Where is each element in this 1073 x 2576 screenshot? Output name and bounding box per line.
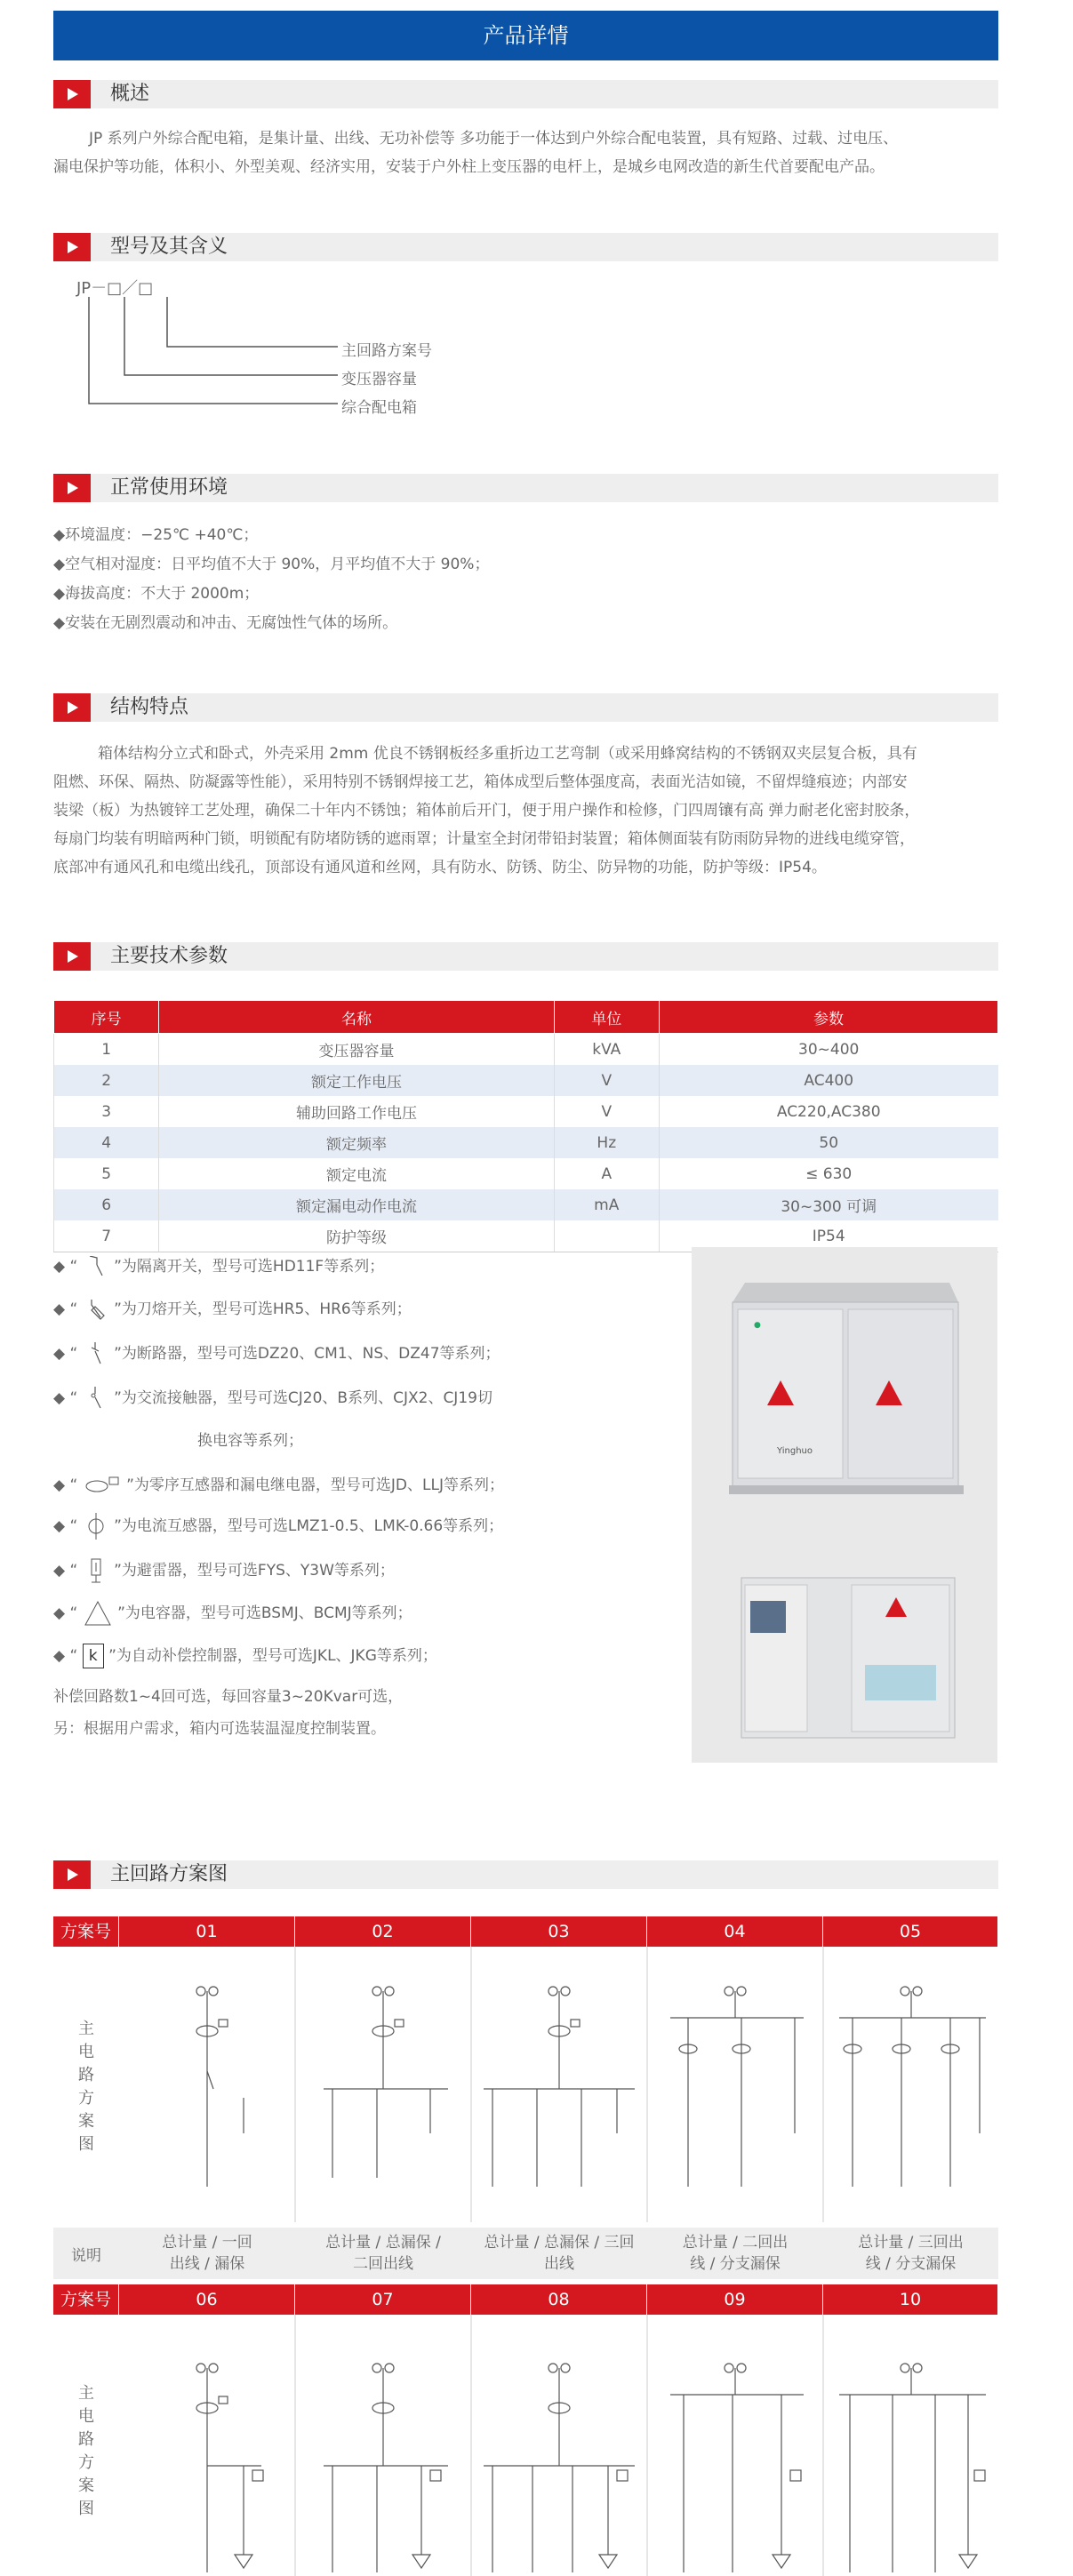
overview-text-1: JP 系列户外综合配电箱，是集计量、出线、无功补偿等 多功能于一体达到户外综合配电装置，具有短路、过载、过电压、 [89, 130, 899, 148]
play-icon [53, 474, 91, 502]
note-1: 补偿回路数1~4回可选，每回容量3~20Kvar可选， [53, 1688, 404, 1706]
cell: AC400 [659, 1065, 997, 1096]
page-title: 产品详情 [53, 11, 998, 60]
overview-text-2: 漏电保护等功能，体积小、外型美观、经济实用，安装于户外柱上变压器的电杆上，是城乡电网改造的新生代首要配电产品。 [53, 158, 885, 176]
symbol-item: ◆ “ ”为隔离开关，型号可选HD11F等系列； [53, 1258, 385, 1276]
model-diagram [80, 293, 347, 418]
tech-table [53, 1000, 998, 1252]
scheme-desc: 总计量 / 二回出 线 / 分支漏保 [682, 2234, 789, 2273]
scheme-number: 03 [471, 1916, 647, 1947]
contactor-icon [83, 1387, 109, 1410]
svg-text:●: ● [754, 1321, 761, 1330]
cell: mA [554, 1189, 659, 1220]
symbol-item: ◆ “ ”为零序互感器和漏电继电器，型号可选JD、LLJ等系列； [53, 1476, 504, 1494]
scheme-number: 09 [647, 2284, 823, 2315]
table-row [54, 1096, 998, 1127]
section-overview [53, 80, 998, 108]
cell: IP54 [659, 1220, 997, 1252]
scheme-desc: 总计量 / 三回出 线 / 分支漏保 [858, 2234, 964, 2273]
env-item: ◆海拔高度：不大于 2000m； [53, 585, 260, 603]
scheme-header-row-1 [53, 1916, 998, 1947]
play-icon [53, 1860, 91, 1889]
cell: 辅助回路工作电压 [159, 1096, 554, 1127]
symbol-item-cont: 换电容等系列； [197, 1432, 303, 1450]
cell: 1 [54, 1034, 159, 1066]
env-item: ◆空气相对湿度：日平均值不大于 90%，月平均值不大于 90%； [53, 556, 490, 573]
scheme-number: 10 [823, 2284, 998, 2315]
cell: 30~400 [659, 1034, 997, 1066]
col-header: 单位 [554, 1001, 659, 1034]
note-2: 另：根据用户需求，箱内可选装温湿度控制装置。 [53, 1720, 386, 1738]
scheme-number: 06 [119, 2284, 295, 2315]
table-header-row [54, 1001, 998, 1034]
model-code: JP－□／□ [76, 279, 154, 298]
symbol-item: ◆ “ ”为断路器，型号可选DZ20、CM1、NS、DZ47等系列； [53, 1340, 500, 1365]
scheme-number: 04 [647, 1916, 823, 1947]
play-icon [53, 942, 91, 971]
controller-k-icon: k [83, 1644, 104, 1668]
scheme-desc-label: 说明 [71, 2247, 101, 2265]
breaker-icon [83, 1342, 109, 1365]
product-image-1 [692, 1247, 997, 1763]
section-title: 主回路方案图 [110, 1863, 228, 1885]
cell: 7 [54, 1220, 159, 1252]
section-env [53, 474, 998, 502]
cell: A [554, 1158, 659, 1189]
table-row [54, 1065, 998, 1096]
cell: 3 [54, 1096, 159, 1127]
section-title: 主要技术参数 [110, 945, 228, 967]
section-title: 正常使用环境 [110, 476, 228, 499]
structure-line: 阻燃、环保、隔热、防凝露等性能），采用特别不锈钢焊接工艺，箱体成型后整体强度高，表面光洁如镜，不留焊缝痕迹；内部安 [53, 773, 908, 791]
scheme-number: 05 [823, 1916, 998, 1947]
model-label-3: 综合配电箱 [341, 399, 417, 417]
scheme-draw-label-2: 主电路方案图 [78, 2384, 94, 2518]
cell: ≤ 630 [659, 1158, 997, 1189]
table-row [54, 1127, 998, 1158]
scheme-draw-label: 主电路方案图 [78, 2020, 94, 2154]
scheme-desc: 总计量 / 总漏保 / 三回 出线 [484, 2234, 635, 2273]
disconnector-icon [83, 1256, 109, 1277]
structure-line: 每扇门均装有明暗两种门锁，明锁配有防堵防锈的遮雨罩；计量室全封闭带铅封装置；箱体侧面装有防雨防异物的进线电缆穿管， [53, 830, 915, 848]
cell: 6 [54, 1189, 159, 1220]
scheme-desc-row [53, 2228, 998, 2279]
symbol-item: ◆ “ ”为避雷器，型号可选FYS、Y3W等系列； [53, 1557, 395, 1584]
structure-line: 箱体结构分立式和卧式，外壳采用 2mm 优良不锈钢板经多重折边工艺弯制（或采用蜂窝结构的不锈钢双夹层复合板，具有 [98, 745, 917, 763]
table-row [54, 1189, 998, 1220]
cell: 5 [54, 1158, 159, 1189]
scheme-desc: 总计量 / 一回 出线 / 漏保 [162, 2234, 252, 2273]
cell: 30~300 可调 [659, 1189, 997, 1220]
cell: 2 [54, 1065, 159, 1096]
section-scheme [53, 1860, 998, 1889]
cell: 额定频率 [159, 1127, 554, 1158]
symbol-item: ◆ “ ”为刀熔开关，型号可选HR5、HR6等系列； [53, 1296, 412, 1321]
cell: V [554, 1065, 659, 1096]
cell: 4 [54, 1127, 159, 1158]
section-structure [53, 693, 998, 722]
scheme-number: 02 [295, 1916, 471, 1947]
arrester-icon [83, 1557, 109, 1584]
col-header: 序号 [54, 1001, 159, 1034]
symbol-item: ◆ “ ”为电流互感器，型号可选LMZ1-0.5、LMK-0.66等系列； [53, 1513, 503, 1540]
product-image-panel [692, 1247, 997, 1763]
play-icon [53, 80, 91, 108]
scheme-number: 01 [119, 1916, 295, 1947]
table-row [54, 1034, 998, 1066]
cell: 额定漏电动作电流 [159, 1189, 554, 1220]
scheme-number: 07 [295, 2284, 471, 2315]
symbol-item: ◆ “ k ”为自动补偿控制器，型号可选JKL、JKG等系列； [53, 1643, 437, 1668]
current-transformer-icon [83, 1513, 109, 1540]
cell: 额定电流 [159, 1158, 554, 1189]
structure-line: 底部冲有通风孔和电缆出线孔，顶部设有通风道和丝网，具有防水、防锈、防尘、防异物的功能，防护等级：IP54。 [53, 859, 827, 876]
scheme-head-label: 方案号 [53, 2284, 119, 2315]
play-icon [53, 233, 91, 261]
scheme-header-row-2 [53, 2284, 998, 2315]
model-label-1: 主回路方案号 [341, 342, 432, 360]
cell: 50 [659, 1127, 997, 1158]
col-header: 参数 [659, 1001, 997, 1034]
section-tech [53, 942, 998, 971]
cell: 额定工作电压 [159, 1065, 554, 1096]
cell: 变压器容量 [159, 1034, 554, 1066]
model-label-2: 变压器容量 [341, 371, 417, 388]
section-model [53, 233, 998, 261]
section-title: 结构特点 [110, 696, 189, 718]
scheme-desc: 总计量 / 总漏保 / 二回出线 [325, 2234, 441, 2273]
scheme-diagrams-row-1 [119, 1947, 998, 2222]
scheme-head-label: 方案号 [53, 1916, 119, 1947]
cell: V [554, 1096, 659, 1127]
section-title: 概述 [110, 83, 150, 105]
play-icon [53, 693, 91, 722]
product-logo-text: Yinghuo [777, 1446, 813, 1456]
structure-line: 装梁（板）为热镀锌工艺处理，确保二十年内不锈蚀；箱体前后开门，便于用户操作和检修，门四周镶有高 弹力耐老化密封胶条， [53, 802, 920, 820]
fuse-switch-icon [83, 1298, 109, 1321]
section-title: 型号及其含义 [110, 236, 228, 258]
table-row [54, 1158, 998, 1189]
cell: AC220,AC380 [659, 1096, 997, 1127]
cell: kVA [554, 1034, 659, 1066]
symbol-item: ◆ “ ”为电容器，型号可选BSMJ、BCMJ等系列； [53, 1600, 412, 1627]
env-item: ◆安装在无剧烈震动和冲击、无腐蚀性气体的场所。 [53, 614, 398, 632]
cell: Hz [554, 1127, 659, 1158]
cell [554, 1220, 659, 1252]
capacitor-icon [83, 1600, 113, 1627]
col-header: 名称 [159, 1001, 554, 1034]
symbol-item: ◆ “ ”为交流接触器，型号可选CJ20、B系列、CJX2、CJ19切 [53, 1385, 492, 1410]
scheme-number: 08 [471, 2284, 647, 2315]
env-item: ◆环境温度：−25℃ +40℃； [53, 526, 259, 544]
scheme-diagrams-row-2 [119, 2315, 998, 2576]
cell: 防护等级 [159, 1220, 554, 1252]
zero-sequence-ct-icon [83, 1476, 122, 1495]
